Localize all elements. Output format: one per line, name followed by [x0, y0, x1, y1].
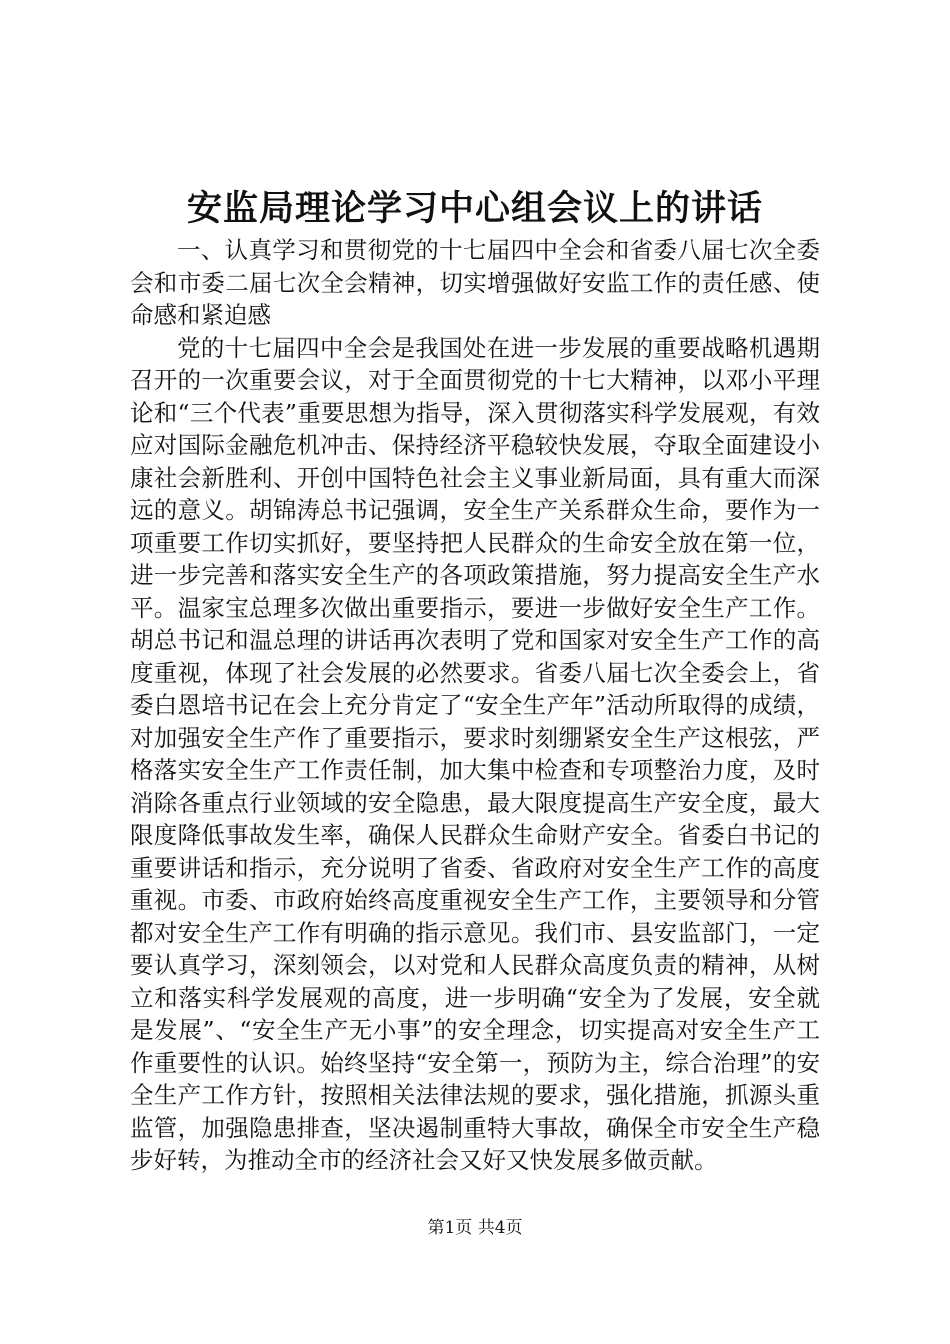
- page-number: 第1页 共4页: [427, 1218, 523, 1238]
- document-body: [130, 234, 820, 1177]
- section-heading: 一、认真学习和贯彻党的十七届四中全会和省委八届七次全委会和市委二届七次全会精神，切实增强做好安监工作的责任感、使命感和紧迫感: [130, 236, 820, 329]
- document-title: 安监局理论学习中心组会议上的讲话: [186, 188, 763, 229]
- body-paragraph: 党的十七届四中全会是我国处在进一步发展的重要战略机遇期召开的一次重要会议，对于全面贯彻党的十七大精神，以邓小平理论和“三个代表”重要思想为指导，深入贯彻落实科学发展观，有效应对国际金融危机冲击、保持经济平稳较快发展，夺取全面建设小康社会新胜利、开创中国特色社会主义事业新局面，具有重大而深远的意义。胡锦涛总书记强调，安全生产关系群众生命，要作为一项重要工作切实抓好，要坚持把人民群众的生命安全放在第一位，进一步完善和落实安全生产的各项政策措施，努力提高安全生产水平。温家宝总理多次做出重要指示，要进一步做好安全生产工作。胡总书记和温总理的讲话再次表明了党和国家对安全生产工作的高度重视，体现了社会发展的必然要求。省委八届七次全委会上，省委白恩培书记在会上充分肯定了“安全生产年”活动所取得的成绩，对加强安全生产作了重要指示，要求时刻绷紧安全生产这根弦，严格落实安全生产工作责任制，加大集中检查和专项整治力度，及时消除各重点行业领域的安全隐患，最大限度提高生产安全度，最大限度降低事故发生率，确保人民群众生命财产安全。省委白书记的重要讲话和指示，充分说明了省委、省政府对安全生产工作的高度重视。市委、市政府始终高度重视安全生产工作，主要领导和分管都对安全生产工作有明确的指示意见。我们市、县安监部门，一定要认真学习，深刻领会，以对党和人民群众高度负责的精神，从树立和落实科学发展观的高度，进一步明确“安全为了发展，安全就是发展”、“安全生产无小事”的安全理念，切实提高对安全生产工作重要性的认识。始终坚持“安全第一，预防为主，综合治理”的安全生产工作方针，按照相关法律法规的要求，强化措施，抓源头重监管，加强隐患排查，坚决遏制重特大事故，确保全市安全生产稳步好转，为推动全市的经济社会又好又快发展多做贡献。: [130, 333, 820, 1174]
